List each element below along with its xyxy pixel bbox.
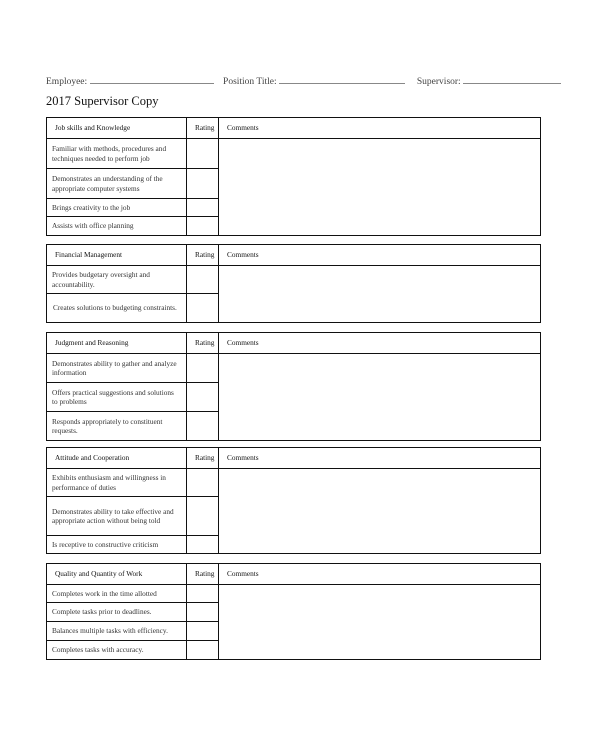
rating-cell[interactable] xyxy=(187,383,219,412)
section-title: Financial Management xyxy=(47,245,187,266)
criteria-item: Completes tasks with accuracy. xyxy=(47,641,187,660)
supervisor-label: Supervisor: xyxy=(416,77,461,87)
rating-cell[interactable] xyxy=(187,536,219,554)
rating-cell[interactable] xyxy=(187,585,219,603)
rating-header: Rating xyxy=(187,564,219,585)
employee-label: Employee: xyxy=(46,77,88,87)
criteria-item: Assists with office planning xyxy=(47,217,187,236)
rating-cell[interactable] xyxy=(187,199,219,217)
section-title: Judgment and Reasoning xyxy=(47,333,187,354)
rating-cell[interactable] xyxy=(187,139,219,169)
comments-header: Comments xyxy=(219,245,541,266)
rating-cell[interactable] xyxy=(187,641,219,660)
rating-cell[interactable] xyxy=(187,266,219,294)
comments-cell[interactable] xyxy=(219,354,541,441)
rating-cell[interactable] xyxy=(187,217,219,236)
rating-header: Rating xyxy=(187,245,219,266)
comments-header: Comments xyxy=(219,118,541,139)
employee-info-line xyxy=(46,75,546,87)
criteria-item: Offers practical suggestions and solutions to problems xyxy=(47,383,187,412)
section-attitude-cooperation xyxy=(46,447,541,554)
criteria-item: Provides budgetary oversight and accountability. xyxy=(47,266,187,294)
section-financial-management xyxy=(46,244,541,323)
section-title: Job skills and Knowledge xyxy=(47,118,187,139)
criteria-item: Brings creativity to the job xyxy=(47,199,187,217)
criteria-item: Completes work in the time allotted xyxy=(47,585,187,603)
rating-cell[interactable] xyxy=(187,469,219,497)
rating-cell[interactable] xyxy=(187,622,219,641)
criteria-item: Familiar with methods, procedures and techniques needed to perform job xyxy=(47,139,187,169)
criteria-item: Exhibits enthusiasm and willingness in performance of duties xyxy=(47,469,187,497)
rating-cell[interactable] xyxy=(187,603,219,622)
rating-cell[interactable] xyxy=(187,497,219,536)
rating-header: Rating xyxy=(187,333,219,354)
comments-header: Comments xyxy=(219,564,541,585)
section-quality-quantity xyxy=(46,563,541,660)
section-judgment-reasoning xyxy=(46,332,541,441)
employee-field[interactable] xyxy=(90,75,214,84)
section-title: Quality and Quantity of Work xyxy=(47,564,187,585)
rating-header: Rating xyxy=(187,448,219,469)
comments-header: Comments xyxy=(219,448,541,469)
criteria-item: Demonstrates ability to gather and analyze information xyxy=(47,354,187,383)
comments-header: Comments xyxy=(219,333,541,354)
position-title-field[interactable] xyxy=(279,75,405,84)
comments-cell[interactable] xyxy=(219,266,541,323)
comments-cell[interactable] xyxy=(219,139,541,236)
rating-cell[interactable] xyxy=(187,354,219,383)
rating-cell[interactable] xyxy=(187,294,219,323)
comments-cell[interactable] xyxy=(219,585,541,660)
comments-cell[interactable] xyxy=(219,469,541,554)
supervisor-field[interactable] xyxy=(463,75,561,84)
rating-header: Rating xyxy=(187,118,219,139)
rating-cell[interactable] xyxy=(187,169,219,199)
position-title-label: Position Title: xyxy=(223,77,277,87)
criteria-item: Is receptive to constructive criticism xyxy=(47,536,187,554)
criteria-item: Balances multiple tasks with efficiency. xyxy=(47,622,187,641)
criteria-item: Complete tasks prior to deadlines. xyxy=(47,603,187,622)
criteria-item: Creates solutions to budgeting constraints. xyxy=(47,294,187,323)
criteria-item: Demonstrates ability to take effective and appropriate action without being told xyxy=(47,497,187,536)
section-title: Attitude and Cooperation xyxy=(47,448,187,469)
page-title: 2017 Supervisor Copy xyxy=(46,94,159,108)
criteria-item: Responds appropriately to constituent requests. xyxy=(47,412,187,441)
criteria-item: Demonstrates an understanding of the appropriate computer systems xyxy=(47,169,187,199)
rating-cell[interactable] xyxy=(187,412,219,441)
section-job-skills xyxy=(46,117,541,236)
